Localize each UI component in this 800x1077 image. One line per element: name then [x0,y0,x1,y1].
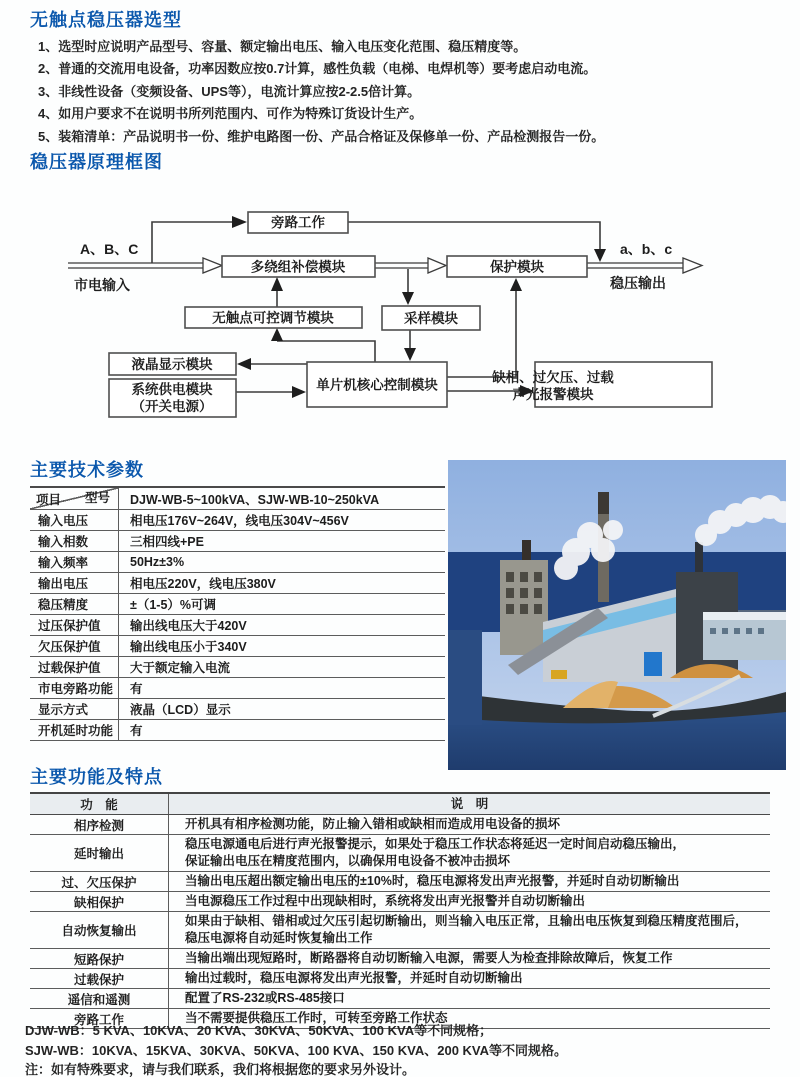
input-name-label: 市电输入 [74,277,130,293]
feature-name: 延时输出 [30,835,169,872]
param-value: 输出线电压大于420V [119,615,446,636]
tech-table [30,486,445,741]
list-item: 4、如用户要求不在说明书所列范围内、可作为特殊订货设计生产。 [38,106,423,122]
sampling-label: 采样模块 [404,311,458,326]
table-row [30,969,770,989]
bypass-in-line [152,222,232,263]
param-value: 相电压176V~264V，线电压304V~456V [119,510,446,531]
psu-mcu-arrow-icon [292,386,306,398]
param-value: ±（1-5）%可调 [119,594,446,615]
table-row [30,615,445,636]
feature-desc: 稳压电源通电后进行声光报警提示，如果处于稳压工作状态将延迟一定时间启动稳压输出， 保证输出电压在精度范围内，以确保用电设备不被冲击损坏 [169,835,771,872]
table-row [30,872,770,892]
comp-prot-line [375,263,428,268]
diagonal-header-cell [30,487,119,510]
footer-line: DJW-WB：5 KVA、10KVA、20 KVA、30KVA、50KVA、100 KVA等不同规格； [25,1023,493,1038]
table-row [30,510,445,531]
feature-name: 自动恢复输出 [30,912,169,949]
table-header-row [30,793,770,815]
mcu-regulator-arrow-icon [271,328,283,341]
param-value: 50Hz±3% [119,552,446,573]
model-specs-footer [25,1021,567,1077]
table-row [30,989,770,1009]
diagram-title: 稳压器原理框图 [30,152,163,172]
table-row [30,835,770,872]
bypass-in-arrow-icon [232,216,247,228]
mcu-protection-line [447,291,516,377]
mcu-protection-arrow-icon [510,278,522,291]
param-value: 有 [119,720,446,741]
regulator-label: 无触点可控调节模块 [212,310,334,326]
feature-desc: 如果由于缺相、错相或过欠压引起切断输出，则当输入电压正常，且输出电压恢复到稳压精度范围后， 稳压电源将自动延时恢复输出工作 [169,912,771,949]
list-item: 2、普通的交流用电设备，功率因数应按0.7计算，感性负载（电梯、电焊机等）要考虑启动电流。 [38,61,597,77]
power-label-1: 系统供电模块 [131,382,213,397]
features-title: 主要功能及特点 [30,767,163,787]
mains-open-arrow-icon [203,258,222,273]
table-row [30,892,770,912]
alarm-label-2: 声光报警模块 [512,387,594,402]
feature-desc: 当不需要提供稳压工作时，可转至旁路工作状态 [169,1009,771,1029]
comp-prot-open-arrow-icon [428,258,446,273]
param-value: 三相四线+PE [119,531,446,552]
output-phases-label: a、b、c [620,241,673,257]
list-item: 1、选型时应说明产品型号、容量、额定输出电压、输入电压变化范围、稳压精度等。 [38,39,527,54]
param-name: 输出电压 [30,573,119,594]
protection-label: 保护模块 [490,259,544,275]
feature-name: 缺相保护 [30,892,169,912]
compensation-label: 多绕组补偿模块 [250,259,346,275]
bypass-label: 旁路工作 [271,215,325,230]
table-row [30,949,770,969]
bypass-out-line [348,222,600,249]
header-model-value: DJW-WB-5~100kVA、SJW-WB-10~250kVA [119,487,446,510]
bypass-out-arrow-icon [594,249,606,262]
features-table [30,792,770,1029]
param-value: 相电压220V，线电压380V [119,573,446,594]
output-open-arrow-icon [683,258,702,273]
table-row [30,573,445,594]
selection-notes-list [38,36,604,148]
table-row [30,552,445,573]
param-name: 市电旁路功能 [30,678,119,699]
list-item: 5、装箱清单：产品说明书一份、维护电路图一份、产品合格证及保修单一份、产品检测报告一份。 [38,128,605,144]
feature-desc: 配置了RS-232或RS-485接口 [169,989,771,1009]
table-row [30,699,445,720]
table-row [30,678,445,699]
feature-name: 过载保护 [30,969,169,989]
plant-photo [448,460,786,770]
mcu-regulator-line [277,341,375,362]
sampling-mcu-arrow-icon [404,348,416,361]
feature-desc: 输出过载时，稳压电源将发出声光报警，并延时自动切断输出 [169,969,771,989]
table-row [30,815,770,835]
footer-line: SJW-WB：10KVA、15KVA、30KVA、50KVA、100 KVA、150 KVA、200 KVA等不同规格。 [25,1042,568,1058]
sampling-in-arrow-icon [402,292,414,305]
feature-name: 过、欠压保护 [30,872,169,892]
feature-name: 相序检测 [30,815,169,835]
param-value: 大于额定输入电流 [119,657,446,678]
param-value: 液晶（LCD）显示 [119,699,446,720]
feature-desc: 当输出端出现短路时，断路器将自动切断输入电源，需要人为检查排除故障后，恢复工作 [169,949,771,969]
output-line [587,263,683,268]
param-name: 输入电压 [30,510,119,531]
header-desc: 说 明 [169,793,771,815]
param-name: 过载保护值 [30,657,119,678]
feature-desc: 当电源稳压工作过程中出现缺相时，系统将发出声光报警并自动切断输出 [169,892,771,912]
feature-name: 遥信和遥测 [30,989,169,1009]
table-row [30,636,445,657]
mains-line [68,263,203,268]
page-title: 无触点稳压器选型 [30,10,182,30]
header-model: 型号 [84,491,110,505]
mcu-label: 单片机核心控制模块 [316,377,438,393]
footer-line: 注：如有特殊要求，请与我们联系，我们将根据您的要求另外设计。 [25,1062,416,1077]
table-row [30,487,445,510]
list-item: 3、非线性设备（变频设备、UPS等），电流计算应按2-2.5倍计算。 [38,83,421,99]
param-value: 有 [119,678,446,699]
param-name: 输入频率 [30,552,119,573]
principle-block-diagram [0,185,800,450]
table-row [30,531,445,552]
power-label-2: （开关电源） [131,399,213,414]
output-name-label: 稳压输出 [610,275,666,291]
table-row [30,594,445,615]
param-name: 过压保护值 [30,615,119,636]
param-name: 开机延时功能 [30,720,119,741]
alarm-label-1: 缺相、过欠压、过载 [492,370,614,385]
feature-desc: 开机具有相序检测功能，防止输入错相或缺相而造成用电设备的损坏 [169,815,771,835]
tech-title: 主要技术参数 [30,460,144,480]
param-name: 显示方式 [30,699,119,720]
param-name: 欠压保护值 [30,636,119,657]
input-phases-label: A、B、C [80,241,139,257]
param-value: 输出线电压小于340V [119,636,446,657]
header-func: 功 能 [30,793,169,815]
param-name: 稳压精度 [30,594,119,615]
table-row [30,912,770,949]
mcu-lcd-arrow-icon [237,358,251,370]
table-row [30,657,445,678]
regulator-comp-arrow-icon [271,277,283,291]
param-name: 输入相数 [30,531,119,552]
feature-name: 短路保护 [30,949,169,969]
feature-desc: 当输出电压超出额定输出电压的±10%时，稳压电源将发出声光报警，并延时自动切断输出 [169,872,771,892]
feature-name: 旁路工作 [30,1009,169,1029]
table-row [30,720,445,741]
lcd-label: 液晶显示模块 [131,357,213,372]
header-item: 项目 [36,493,62,507]
